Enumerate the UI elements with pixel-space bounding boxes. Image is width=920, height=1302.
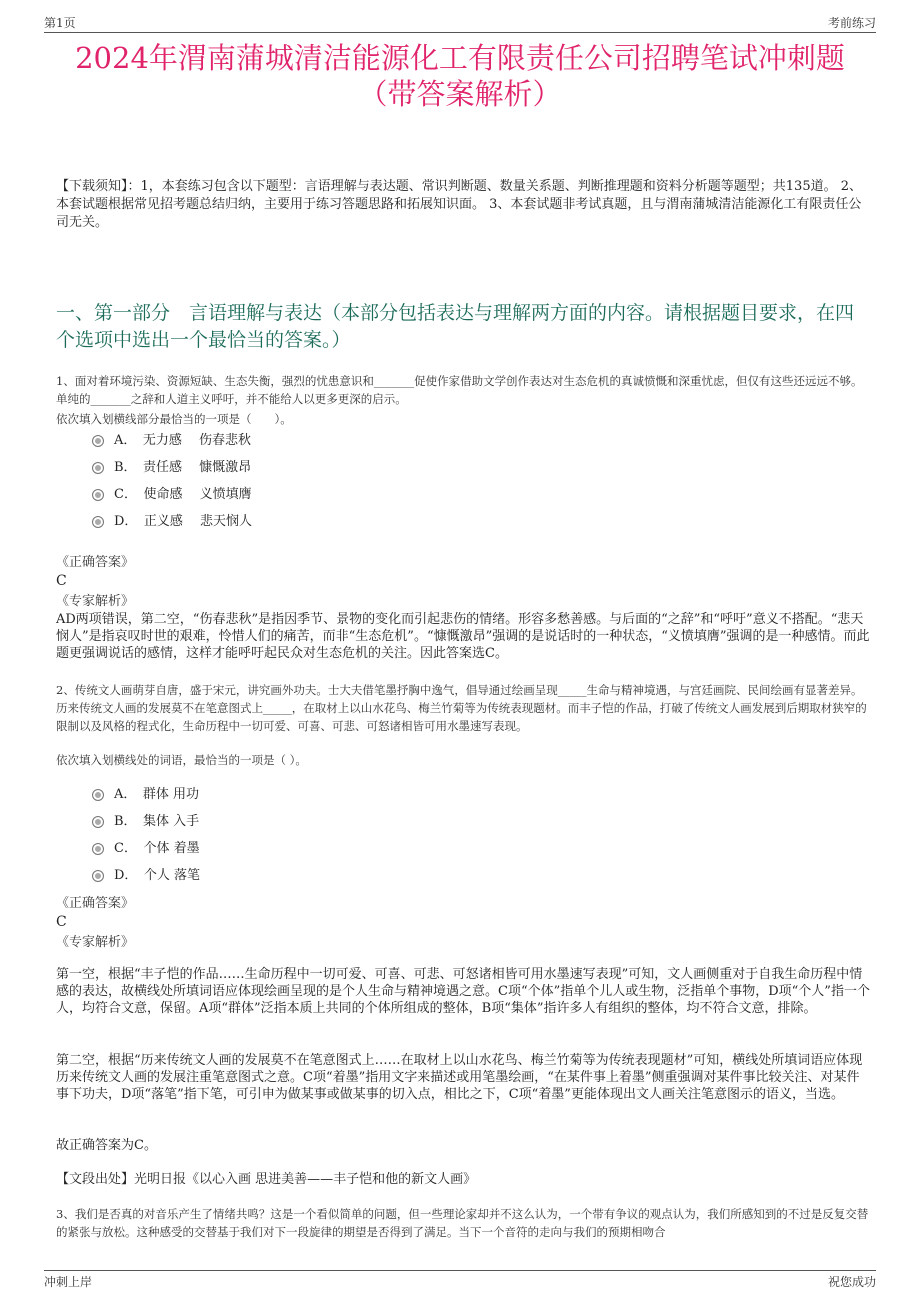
radio-icon[interactable] bbox=[92, 516, 104, 528]
q2-option-b[interactable] bbox=[92, 812, 199, 832]
option-label: D． 个人 落笔 bbox=[114, 868, 201, 883]
q2-analysis-label: 《专家解析》 bbox=[56, 935, 135, 950]
footer-right: 祝您成功 bbox=[827, 1275, 876, 1289]
radio-icon[interactable] bbox=[92, 462, 104, 474]
radio-icon[interactable] bbox=[92, 870, 104, 882]
q2-answer-label: 《正确答案》 bbox=[56, 896, 135, 911]
q1-prompt: 依次填入划横线部分最恰当的一项是（ ）。 bbox=[56, 412, 292, 426]
q2-prompt: 依次填入划横线处的词语，最恰当的一项是（ ）。 bbox=[56, 753, 307, 767]
header-tag: 考前练习 bbox=[827, 16, 876, 30]
q1-answer-label: 《正确答案》 bbox=[56, 555, 135, 570]
q2-option-c[interactable] bbox=[92, 839, 200, 859]
q1-option-d[interactable] bbox=[92, 512, 252, 532]
q1-analysis-label: 《专家解析》 bbox=[56, 594, 135, 609]
footer-left: 冲刺上岸 bbox=[44, 1275, 93, 1289]
q2-stem: 2、传统文人画萌芽自唐，盛于宋元，讲究画外功夫。士大夫借笔墨抒胸中逸气，倡导通过绘画呈现_____生命与精神境遇，与宫廷画院、民间绘画有显著差异。历来传统文人画的发展莫不在笔意图式上_____，在取材上以山水花鸟、梅兰竹菊等为传统表现题材。而丰子恺的作品，打破了传统文人画发展到后期取材狭窄的限制以及风格的程式化，生命历程中一切可爱、可喜、可悲、可怒诸相皆可用水墨速写表现。 bbox=[56, 683, 867, 733]
option-label: B． 集体 入手 bbox=[114, 814, 200, 829]
document-title bbox=[40, 40, 880, 112]
option-label: B． 责任感 慷慨激昂 bbox=[114, 460, 252, 475]
page-header bbox=[44, 14, 876, 33]
radio-icon[interactable] bbox=[92, 435, 104, 447]
q2-option-d[interactable] bbox=[92, 866, 200, 886]
radio-icon[interactable] bbox=[92, 843, 104, 855]
q1-option-a[interactable] bbox=[92, 431, 251, 451]
option-label: C． 个体 着墨 bbox=[114, 841, 200, 856]
title-line-1: 2024年渭南蒲城清洁能源化工有限责任公司招聘笔试冲刺题 bbox=[75, 41, 845, 75]
q2-analysis-conclusion: 故正确答案为C。 bbox=[56, 1138, 157, 1153]
option-label: A． 无力感 伤春悲秋 bbox=[114, 433, 252, 448]
section-title: 一、第一部分 言语理解与表达（本部分包括表达与理解两方面的内容。请根据题目要求，在四个选项中选出一个最恰当的答案。） bbox=[56, 302, 855, 351]
q1-option-c[interactable] bbox=[92, 485, 252, 505]
page-number: 第1页 bbox=[44, 16, 76, 30]
radio-icon[interactable] bbox=[92, 816, 104, 828]
option-label: A． 群体 用功 bbox=[114, 787, 200, 802]
q1-analysis: AD两项错误，第二空，“伤春悲秋”是指因季节、景物的变化而引起悲伤的情绪。形容多愁善感。与后面的“之辞”和“呼吁”意义不搭配。“悲天悯人”是指哀叹时世的艰难，怜惜人们的痛苦，而非“生态危机”。“慷慨激昂”强调的是说话时的一种状态，“义愤填膺”强调的是一种感情。而此题更强调说话的感情，这样才能呼吁起民众对生态危机的关注。因此答案选C。 bbox=[56, 612, 870, 661]
q2-answer: C bbox=[56, 914, 67, 930]
q1-option-b[interactable] bbox=[92, 458, 251, 478]
title-line-2: （带答案解析） bbox=[358, 77, 562, 111]
q3-stem: 3、我们是否真的对音乐产生了情绪共鸣？这是一个看似简单的问题，但一些理论家却并不这么认为，一个带有争议的观点认为，我们所感知到的不过是反复交替的紧张与放松。这种感受的交替基于我们对下一段旋律的期望是否得到了满足。当下一个音符的走向与我们的预期相吻合 bbox=[56, 1207, 869, 1239]
download-notice: 【下载须知】：1，本套练习包含以下题型：言语理解与表达题、常识判断题、数量关系题、判断推理题和资料分析题等题型；共135道。 2、本套试题根据常见招考题总结归纳，主要用于练习答题思路和拓展知识面。 3、本套试题非考试真题，且与渭南蒲城清洁能源化工有限责任公司无关。 bbox=[56, 179, 862, 230]
option-label: D． 正义感 悲天悯人 bbox=[114, 514, 253, 529]
q1-stem: 1、面对着环境污染、资源短缺、生态失衡，强烈的忧患意识和_______促使作家借助文学创作表达对生态危机的真诚愤慨和深重忧虑，但仅有这些还远远不够。单纯的_______之辞和人道主义呼吁，并不能给人以更多更深的启示。 bbox=[56, 374, 863, 406]
radio-icon[interactable] bbox=[92, 489, 104, 501]
page-footer bbox=[44, 1270, 876, 1291]
radio-icon[interactable] bbox=[92, 789, 104, 801]
q2-option-a[interactable] bbox=[92, 785, 199, 805]
q2-analysis-para-1: 第一空，根据“丰子恺的作品……生命历程中一切可爱、可喜、可悲、可怒诸相皆可用水墨速写表现”可知，文人画侧重对于自我生命历程中情感的表达，故横线处所填词语应体现绘画呈现的是个人生命与精神境遇之意。C项“个体”指单个儿人或生物，泛指单个事物，D项“个人”指一个人，均符合文意，保留。A项“群体”泛指本质上共同的个体所组成的整体，B项“集体”指许多人有组织的整体，均不符合文意，排除。 bbox=[56, 967, 870, 1016]
q2-analysis-para-2: 第二空，根据“历来传统文人画的发展莫不在笔意图式上……在取材上以山水花鸟、梅兰竹菊等为传统表现题材”可知，横线处所填词语应体现历来传统文人画的发展注重笔意图式之意。C项“着墨”指用文字来描述或用笔墨绘画，“在某件事上着墨”侧重强调对某件事比较关注、对某件事下功夫，D项“落笔”指下笔，可引申为做某事或做某事的切入点，相比之下，C项“着墨”更能体现出文人画关注笔意图示的语义，当选。 bbox=[56, 1053, 863, 1102]
q1-answer: C bbox=[56, 573, 67, 589]
option-label: C． 使命感 义愤填膺 bbox=[114, 487, 252, 502]
q2-source: 【文段出处】光明日报《以心入画 思进美善——丰子恺和他的新文人画》 bbox=[56, 1172, 477, 1187]
